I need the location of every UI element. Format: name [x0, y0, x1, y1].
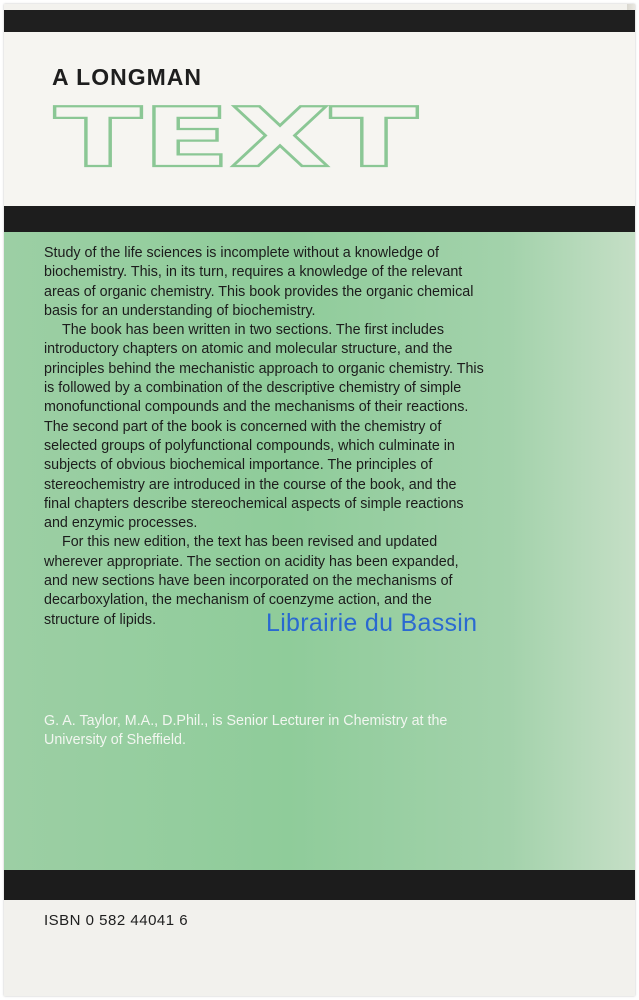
bottom-black-band: [4, 870, 635, 900]
book-description: [44, 244, 484, 630]
description-paragraph-3: For this new edition, the text has been revised and updated wherever appropriate. The section on acidity has been expanded, and new sections have been incorporated on the mechanisms of decarboxylation, the mechanism of coenzyme action, and the structure of lipids.: [44, 534, 459, 628]
isbn-number: ISBN 0 582 44041 6: [44, 912, 189, 929]
author-bio: G. A. Taylor, M.A., D.Phil., is Senior Lecturer in Chemistry at the University of Sheffield.: [44, 713, 448, 748]
seller-watermark: Librairie du Bassin: [266, 609, 478, 637]
description-paragraph-2: The book has been written in two sections. The first includes introductory chapters on atomic and molecular structure, and the principles behind the mechanistic approach to organic chemistry. This is followed by a combination of the descriptive chemistry of simple monofunctional compounds and the mechanisms of their reactions. The second part of the book is concerned with the chemistry of selected groups of polyfunctional compounds, which culminate in subjects of obvious biochemical importance. The principles of stereochemistry are introduced in the course of the book, and the final chapters describe stereochemical aspects of simple reactions and enzymic processes.: [44, 322, 484, 532]
description-paragraph-1: Study of the life sciences is incomplete without a knowledge of biochemistry. This, in its turn, requires a knowledge of the relevant areas of organic chemistry. This book provides the organic chemical basis for an understanding of biochemistry.: [44, 245, 474, 319]
middle-black-band: [4, 206, 635, 232]
text-logo-letters: TEXT: [54, 92, 419, 174]
top-black-band: [4, 10, 635, 32]
publisher-label: A LONGMAN: [52, 64, 202, 90]
text-series-logo: [52, 92, 422, 174]
